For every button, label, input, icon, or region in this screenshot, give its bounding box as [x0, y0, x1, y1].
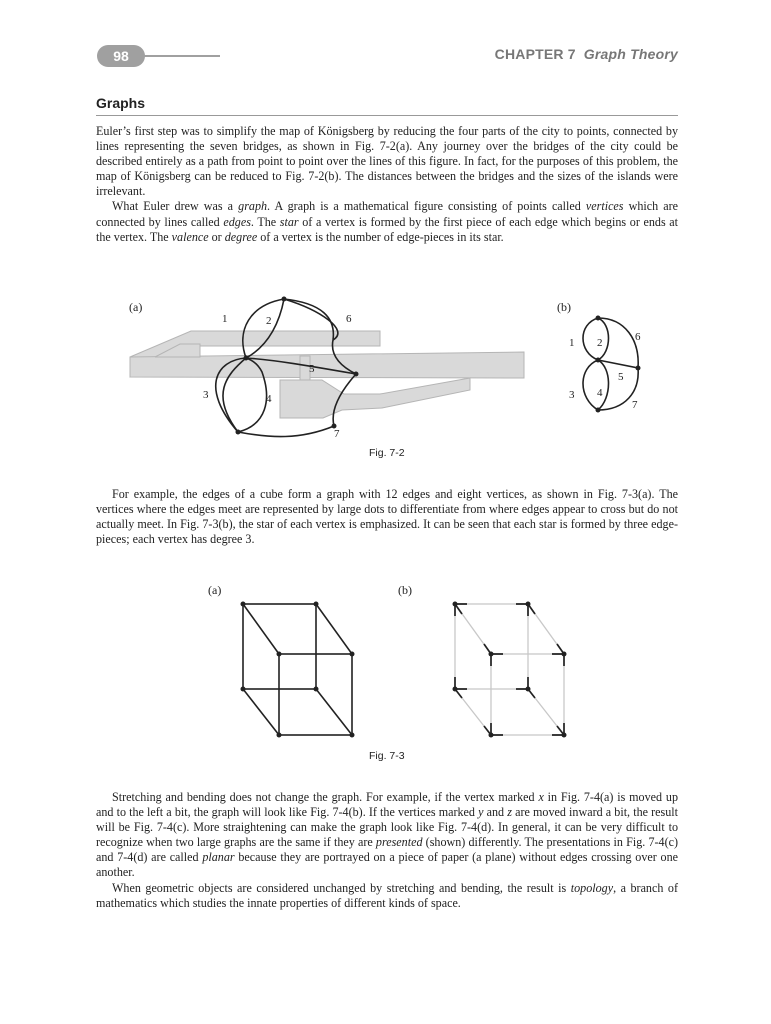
- cube-graph-a: [243, 604, 352, 735]
- chapter-title: [495, 46, 678, 62]
- svg-text:3: 3: [569, 389, 575, 401]
- svg-text:5: 5: [309, 363, 315, 375]
- cube-graph-b-stars: [455, 604, 564, 735]
- vertex-south: [236, 430, 241, 435]
- section-heading: Graphs: [96, 95, 678, 116]
- paragraph-1: Euler’s first step was to simplify the map of Königsberg by reducing the four parts of the city to points, connected by lines representing the seven bridges, as shown in Fig. 7-2(a). Any journey over the bridges of the city could be described entirely as a path from point to point over the lines of this figure. In fact, for the purposes of this problem, the map of Königsberg can be reduced to Fig. 7-2(b). The distances between the bridges and the sizes of the islands were irrelevant.: [96, 124, 678, 199]
- paragraph-5: When geometric objects are considered unchanged by stretching and bending, the result is topology, a branch of mathematics which studies the innate properties of different kinds of space.: [96, 880, 678, 910]
- page-number-badge: 98: [97, 45, 145, 67]
- fig-7-3-a-label: (a): [208, 583, 222, 597]
- svg-text:1: 1: [569, 337, 575, 349]
- text-block-topology: [96, 790, 678, 911]
- vertex-island-east: [354, 372, 359, 377]
- fig-7-2-a-label: (a): [129, 300, 143, 314]
- svg-text:6: 6: [346, 313, 352, 325]
- figure-7-3: [0, 580, 771, 740]
- fig-7-3-b-label: (b): [398, 583, 412, 597]
- figure-7-2: [0, 290, 771, 490]
- svg-text:4: 4: [266, 393, 272, 405]
- vertex-north: [282, 297, 287, 302]
- svg-text:5: 5: [618, 371, 624, 383]
- paragraph-2: What Euler drew was a graph. A graph is a mathematical figure consisting of points called vertices which are connected by lines called edges. The star of a vertex is formed by the first piece of each edge which begins or ends at the vertex. The valence or degree of a vertex is the number of edge-pieces in its star.: [96, 199, 679, 244]
- svg-text:7: 7: [334, 428, 340, 440]
- text-block-intro: [96, 124, 678, 245]
- svg-text:1: 1: [222, 313, 228, 325]
- svg-text:2: 2: [266, 315, 272, 327]
- header-rule: [140, 55, 220, 57]
- svg-text:6: 6: [635, 331, 641, 343]
- paragraph-4: Stretching and bending does not change the graph. For example, if the vertex marked x in Fig. 7-4(a) is moved up and to the left a bit, the graph will look like Fig. 7-4(b). If the vertices marked y and z are moved inward a bit, the result will be Fig. 7-4(c). More straightening can make the graph look like Fig. 7-4(d). In general, it can be very difficult to recognize when two large graphs are the same if they are presented (shown) differently. The presentations in Fig. 7-4(c) and 7-4(d) are called planar because they are portrayed on a piece of paper (a plane) without edges crossing over one another.: [96, 790, 678, 880]
- chapter-number: CHAPTER 7: [494, 46, 576, 62]
- vertex-island-west: [244, 356, 249, 361]
- svg-text:2: 2: [597, 337, 603, 349]
- river-shape: [130, 331, 524, 418]
- cube-graph-b-edges: [455, 604, 564, 735]
- konigsberg-graph-b: [583, 318, 638, 410]
- svg-text:3: 3: [203, 389, 209, 401]
- fig-7-2-b-label: (b): [557, 300, 571, 314]
- text-block-cube: [96, 487, 678, 547]
- fig-7-3-caption: Fig. 7-3: [369, 750, 405, 762]
- svg-text:7: 7: [632, 399, 638, 411]
- fig-7-2-caption: Fig. 7-2: [369, 447, 405, 459]
- svg-text:4: 4: [597, 387, 603, 399]
- chapter-name: Graph Theory: [583, 46, 678, 62]
- paragraph-3: For example, the edges of a cube form a graph with 12 edges and eight vertices, as shown in Fig. 7-3(a). The vertices where the edges meet are represented by large dots to differentiate from where edges appear to cross but do not actually meet. In Fig. 7-3(b), the star of each vertex is emphasized. It can be seen that each star is formed by three edge-pieces; each vertex has degree 3.: [96, 487, 678, 547]
